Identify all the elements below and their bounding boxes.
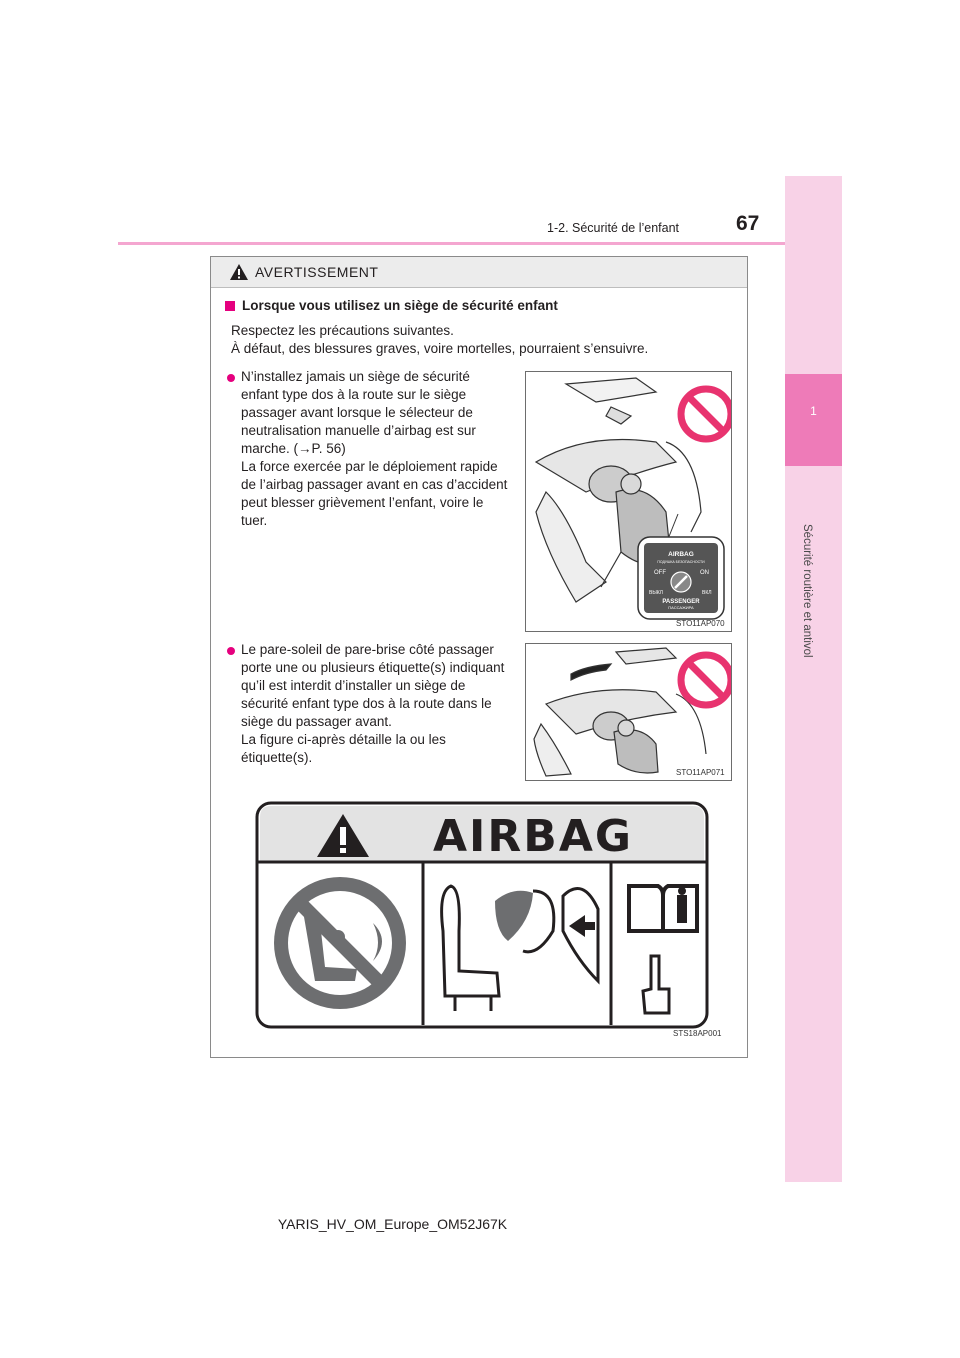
header-rule (118, 242, 785, 245)
chapter-tab (785, 374, 842, 466)
text-line: marche. (→P. 56) (241, 441, 346, 456)
intro-line: Respectez les précautions suivantes. (231, 323, 454, 338)
figure-code: STO11AP070 (676, 619, 725, 628)
text-line: neutralisation manuelle d’airbag est sur (241, 423, 476, 438)
warning-header (211, 257, 747, 288)
text-line: La figure ci-après détaille la ou les (241, 732, 446, 747)
bullet-item-2 (241, 641, 513, 767)
airbag-warning-label (233, 791, 741, 1045)
intro-line: À défaut, des blessures graves, voire mortelles, pourraient s’ensuivre. (231, 341, 649, 356)
switch-label-on: ON (700, 570, 709, 576)
figure-airbag-label (233, 791, 741, 1045)
warning-triangle-icon (229, 263, 249, 281)
bullet-item-1 (241, 368, 513, 530)
switch-label-ru-top: ПОДУШКА БЕЗОПАСНОСТИ (657, 560, 705, 564)
text-line: siège du passager avant. (241, 714, 392, 729)
text-line: N’installez jamais un siège de sécurité (241, 369, 470, 384)
text-line: La force exercée par le déploiement rapide (241, 459, 498, 474)
chapter-number: 1 (810, 404, 817, 418)
footer-document-code: YARIS_HV_OM_Europe_OM52J67K (277, 1216, 508, 1232)
warning-box (210, 256, 748, 1058)
figure-code: STO11AP071 (676, 768, 725, 777)
figure-sun-visor (525, 643, 732, 781)
text-line: porte une ou plusieurs étiquette(s) indiquant (241, 660, 505, 675)
sun-visor-illustration (526, 644, 731, 780)
car-interior-illustration (526, 372, 731, 631)
page-number: 67 (736, 212, 760, 235)
figure-code: STS18AP001 (673, 1029, 722, 1038)
text-line: étiquette(s). (241, 750, 313, 765)
warning-subtitle: Lorsque vous utilisez un siège de sécurité enfant (242, 298, 558, 313)
switch-label-vykl: ВЫКЛ (649, 590, 663, 596)
airbag-label-text: AIRBAG (432, 811, 634, 862)
warning-intro (231, 322, 648, 358)
bullet-icon (227, 374, 235, 382)
switch-label-ru-bottom: ПАССАЖИРА (668, 605, 694, 610)
figure-airbag-switch (525, 371, 732, 632)
section-title: 1-2. Sécurité de l’enfant (547, 221, 680, 235)
text-line: tuer. (241, 513, 268, 528)
text-line: de l’airbag passager avant en cas d’accident (241, 477, 508, 492)
text-line: qu’il est interdit d’installer un siège de (241, 678, 466, 693)
switch-label-passenger: PASSENGER (662, 599, 700, 605)
text-line: enfant type dos à la route sur le siège (241, 387, 467, 402)
switch-label-vkl: ВКЛ (702, 590, 712, 596)
switch-label-off: OFF (654, 570, 666, 576)
text-line: sécurité enfant type dos à la route dans le (241, 696, 492, 711)
no-child-seat-icon (274, 877, 406, 1009)
text-line: peut blesser grièvement l’enfant, voire le (241, 495, 484, 510)
text-line: passager avant lorsque le sélecteur de (241, 405, 473, 420)
bullet-icon (227, 647, 235, 655)
text-line: Le pare-soleil de pare-brise côté passager (241, 642, 494, 657)
square-bullet-icon (225, 301, 235, 311)
chapter-sidebar (785, 176, 842, 1182)
chapter-title: Sécurité routière et antivol (801, 524, 813, 658)
warning-heading: AVERTISSEMENT (255, 264, 379, 280)
switch-label-airbag: AIRBAG (668, 551, 694, 558)
